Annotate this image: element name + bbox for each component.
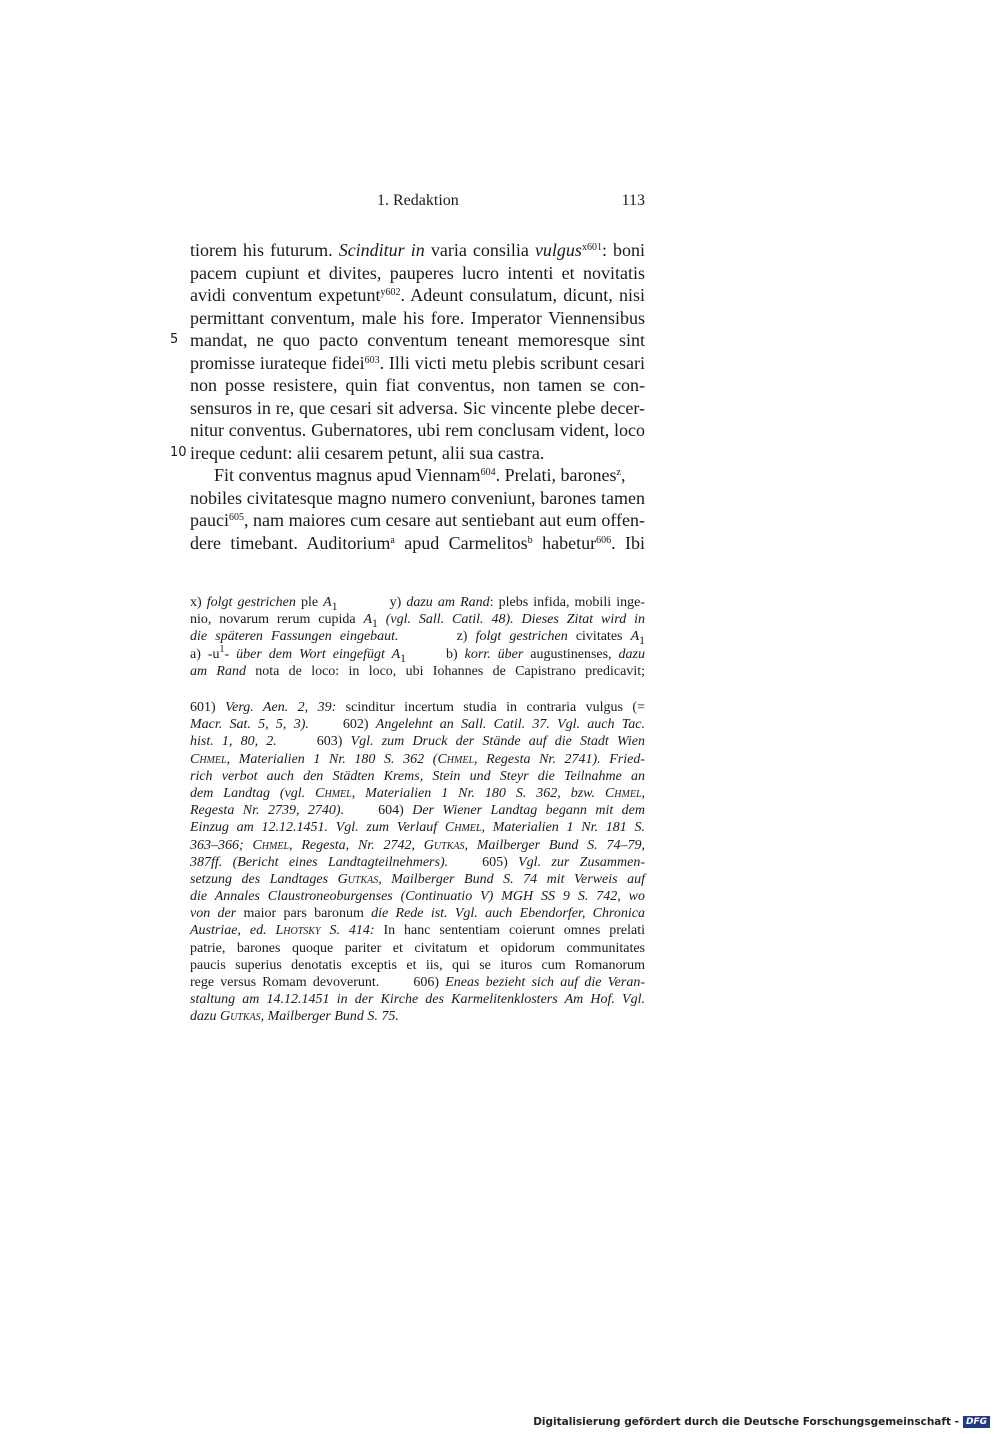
footnote-ref: 605 [228, 512, 244, 523]
commentary-line: Chmel, Materialien 1 Nr. 180 S. 362 (Chmel, Regesta Nr. 2741). Fried- [190, 751, 646, 767]
apparatus-line: die späteren Fassungen eingebaut. z) folgt gestrichen civitates $A_1$ [190, 629, 645, 648]
running-head-title: 1. Redaktion [377, 192, 459, 209]
commentary-line: die Annales Claustroneoburgenses (Continuatio V) MGH SS 9 S. 742, wo [190, 889, 645, 905]
apparatus-line: nio, novarum rerum cupida $A_1$ (vgl. Sall. Catil. 48). Dieses Zitat wird in [190, 612, 645, 630]
line-number: 5 [170, 332, 179, 347]
main-text [170, 239, 646, 554]
commentary-line: Einzug am 12.12.1451. Vgl. zum Verlauf Chmel, Materialien 1 Nr. 181 S. [190, 820, 645, 836]
commentary-line: 601) Verg. Aen. 2, 39: scinditur incertum studia in contraria vulgus (= [190, 700, 645, 715]
commentary-line: dazu Gutkas, Mailberger Bund S. 75. [190, 1009, 399, 1025]
apparatus-line: a) $-u^1-$ über dem Wort eingefügt $A_1$ b) korr. über augustinenses, dazu [190, 643, 645, 665]
text-line: 5 mandat, ne quo pacto conventum teneant memoresque sint [170, 330, 645, 350]
dfg-logo: DFG [963, 1416, 990, 1428]
text-line: Fit conventus magnus apud Viennam$^{604}$. Prelati, barones$^z$, [214, 465, 626, 485]
commentary-line: dem Landtag (vgl. Chmel, Materialien 1 Nr. 180 S. 362, bzw. Chmel, [190, 785, 646, 801]
line-number: 10 [170, 444, 187, 460]
commentary-line: patrie, barones quoque pariter et civitatum et opidorum communitates [190, 940, 645, 956]
commentary-line: setzung des Landtages Gutkas, Mailberger Bund S. 74 mit Verweis auf [190, 871, 645, 887]
commentary-line: rege versus Romam devoverunt. 606) Eneas bezieht sich auf die Veran- [190, 975, 645, 990]
commentary-notes [190, 699, 645, 1026]
apparatus-line: x) folgt gestrichen ple $A_1$ y) dazu am Rand: plebs infida, mobili inge- [190, 595, 645, 613]
footnote-ref: b [527, 534, 533, 546]
credit-text: Digitalisierung gefördert durch die Deutsche Forschungsgemeinschaft - [533, 1416, 959, 1428]
commentary-line: von der maior pars baronum die Rede ist. Vgl. auch Ebendorfer, Chronica [190, 906, 645, 922]
commentary-line: 363–366; Chmel, Regesta, Nr. 2742, Gutkas, Mailberger Bund S. 74–79, [190, 837, 645, 853]
text-line: dere timebant. Auditorium$^a$ apud Carmelitos$^b$ habetur$^{606}$. Ibi [190, 532, 646, 553]
commentary-line: 387ff. (Bericht eines Landtagteilnehmers). 605) Vgl. zur Zusammen- [190, 854, 645, 870]
text-line: pacem cupiunt et divites, pauperes lucro intenti et novitatis [190, 262, 645, 283]
commentary-line: paucis superius denotatis exceptis et iis, qui se ituros cum Romanorum [190, 957, 645, 973]
footnote-ref: z [616, 467, 621, 478]
running-head [190, 192, 645, 214]
commentary-line: rich verbot auch den Städten Krems, Stein und Steyr die Teilnahme an [190, 768, 645, 784]
footnote-ref: 603 [364, 354, 380, 366]
text-line: promisse iurateque fidei$^{603}$. Illi victi metu plebis scribunt cesari [190, 352, 646, 373]
page-number: 113 [621, 192, 645, 209]
footnote-ref: y602 [380, 287, 401, 298]
commentary-line: staltung am 14.12.1451 in der Kirche des Karmelitenklosters Am Hof. Vgl. [190, 992, 645, 1008]
text-line: tiorem his futurum. Scinditur in varia consilia vulgus$^{x601}$: boni [190, 240, 646, 260]
commentary-line: Macr. Sat. 5, 5, 3). 602) Angelehnt an Sall. Catil. 37. Vgl. auch Tac. [190, 717, 645, 733]
text-line: nitur conventus. Gubernatores, ubi rem conclusam vident, loco [190, 420, 645, 440]
footnote-ref: 604 [480, 467, 496, 478]
text-line: permittant conventum, male his fore. Imperator Viennensibus [190, 307, 645, 328]
commentary-line: Regesta Nr. 2739, 2740). 604) Der Wiener Landtag begann mit dem [190, 803, 645, 819]
critical-apparatus [190, 594, 645, 680]
footnote-ref: 606 [596, 534, 612, 546]
text-line: avidi conventum expetunt$^{y602}$. Adeunt consulatum, dicunt, nisi [190, 285, 646, 305]
text-line: 10 ireque cedunt: alii cesarem petunt, alii sua castra. [170, 442, 545, 463]
text-line: nobiles civitatesque magno numero conveniunt, barones tamen [190, 487, 645, 508]
apparatus-line: am Rand nota de loco: in loco, ubi Iohannes de Capistrano predicavit; [190, 663, 645, 679]
commentary-line: hist. 1, 80, 2. 603) Vgl. zum Druck der Stände auf die Stadt Wien [190, 734, 645, 750]
text-line: sensuros in re, que cesari sit adversa. Sic vincente plebe decer- [190, 397, 645, 418]
text-line: non posse resistere, quin fiat conventus, non tamen se con- [190, 375, 645, 395]
text-line: pauci$^{605}$, nam maiores cum cesare aut sentiebant aut eum offen- [190, 510, 645, 530]
footnote-ref: a [390, 534, 395, 546]
footnote-ref: x601 [581, 242, 602, 253]
commentary-line: Austriae, ed. Lhotsky S. 414: In hanc sententiam coierunt omnes prelati [190, 923, 645, 939]
digitization-credit [533, 1414, 990, 1430]
